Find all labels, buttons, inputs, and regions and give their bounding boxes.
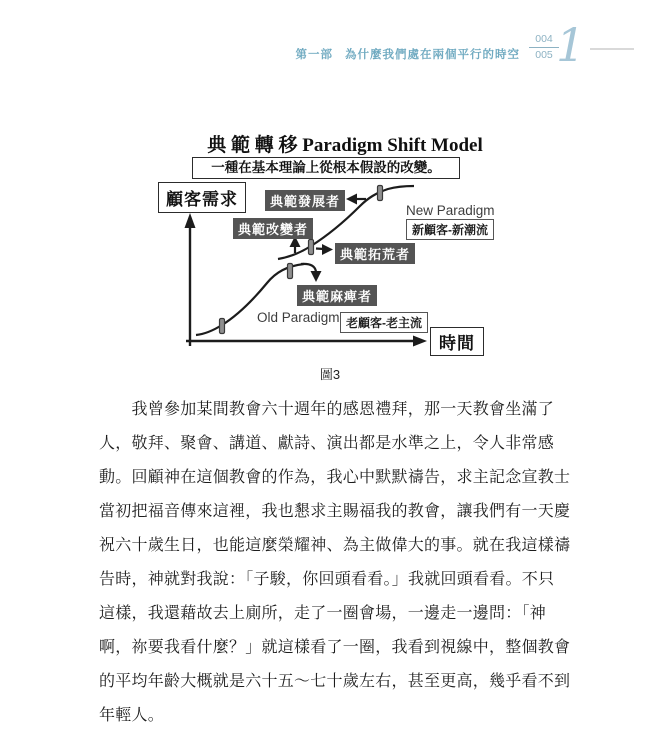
arrow-to-pioneer bbox=[316, 244, 333, 255]
stage-label-developer: 典範發展者 bbox=[265, 190, 345, 211]
body-text-line: 告時，神就對我說：「子駿，你回頭看看。」我就回頭看看。不只 bbox=[99, 571, 555, 588]
x-axis-arrow bbox=[186, 336, 427, 347]
stage-label-changer: 典範改變者 bbox=[233, 218, 313, 239]
body-text-line: 祝六十歲生日，也能這麼榮耀神、為主做偉大的事。就在我這樣禱 bbox=[99, 537, 571, 554]
curve-marker bbox=[288, 264, 293, 279]
y-axis-arrow bbox=[185, 213, 196, 346]
new-paradigm-label: New Paradigm bbox=[406, 203, 495, 218]
part-label: 第一部 bbox=[295, 49, 333, 61]
chapter-title: 為什麼我們處在兩個平行的時空 bbox=[345, 49, 520, 61]
paradigm-shift-diagram bbox=[150, 178, 540, 364]
figure-title-en: Paradigm Shift Model bbox=[302, 135, 483, 156]
body-text-line: 人，敬拜、聚會、講道、獻詩、演出都是水準之上，令人非常感 bbox=[99, 435, 555, 452]
body-text-line: 我曾參加某間教會六十週年的感恩禮拜，那一天教會坐滿了 bbox=[99, 401, 555, 418]
body-text-line: 當初把福音傳來這裡，我也懇求主賜福我的教會，讓我們有一天慶 bbox=[99, 503, 571, 520]
folio-divider bbox=[529, 47, 559, 48]
old-paradigm-zh-box: 老顧客-老主流 bbox=[340, 312, 428, 333]
body-text-line: 動。回顧神在這個教會的作為，我心中默默禱告，求主記念宣教士 bbox=[99, 469, 571, 486]
figure-title-zh: 典 範 轉 移 bbox=[207, 135, 298, 156]
figure-title bbox=[150, 130, 540, 157]
curve-marker bbox=[309, 240, 314, 255]
body-paragraph bbox=[99, 393, 571, 733]
stage-label-pioneer: 典範拓荒者 bbox=[335, 243, 415, 264]
header-dash bbox=[590, 48, 634, 50]
old-paradigm-label: Old Paradigm bbox=[257, 310, 340, 325]
arrow-to-paralyzed bbox=[301, 264, 322, 282]
body-text-line: 這樣，我還藉故去上廁所，走了一圈會場，一邊走一邊問：「神 bbox=[99, 605, 547, 622]
x-axis-label: 時間 bbox=[430, 327, 484, 356]
body-text-line: 啊，祢要我看什麼？」就這樣看了一圈，我看到視線中，整個教會 bbox=[99, 639, 571, 656]
figure-caption: 圖3 bbox=[319, 367, 341, 382]
stage-label-paralyzed: 典範麻痺者 bbox=[297, 285, 377, 306]
part-number: 1 bbox=[556, 18, 586, 72]
page-numbers bbox=[529, 33, 559, 62]
figure-subtitle: 一種在基本理論上從根本假設的改變。 bbox=[192, 157, 460, 179]
running-head bbox=[0, 46, 520, 62]
curve-marker bbox=[378, 186, 383, 201]
body-text-line: 年輕人。 bbox=[99, 707, 165, 724]
body-text-line: 的平均年齡大概就是六十五～七十歲左右，甚至更高，幾乎看不到 bbox=[99, 673, 571, 690]
page-number-top: 004 bbox=[535, 33, 553, 45]
y-axis-label: 顧客需求 bbox=[158, 182, 246, 213]
new-paradigm-zh-box: 新顧客-新潮流 bbox=[406, 219, 494, 240]
curve-marker bbox=[220, 319, 225, 334]
page-number-bottom: 005 bbox=[535, 49, 553, 61]
